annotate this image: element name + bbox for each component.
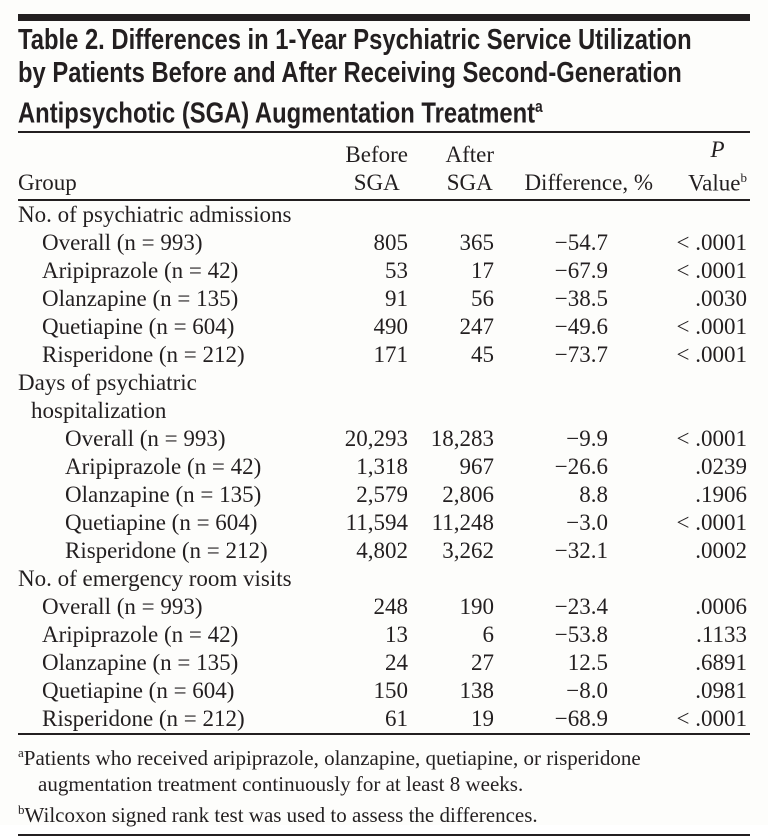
before-value-cell: 61 (385, 706, 408, 732)
footnote-b-text: Wilcoxon signed rank test was used to assess the differences. (24, 803, 538, 828)
data-row (18, 229, 750, 257)
difference-value-cell: −26.6 (554, 454, 608, 480)
difference-value-cell: 12.5 (567, 650, 608, 676)
difference-value-cell: −54.7 (554, 230, 608, 256)
p-value-cell: .1906 (695, 482, 747, 508)
footnote-a-marker: a (18, 745, 24, 761)
group-cell: Overall (n = 993) (42, 594, 203, 620)
group-cell: Overall (n = 993) (42, 230, 203, 256)
after-value-cell: 3,262 (442, 538, 494, 564)
before-value-cell: 2,579 (356, 482, 408, 508)
data-row (18, 341, 750, 369)
section-header-row (18, 397, 750, 425)
after-value-cell: 2,806 (442, 482, 494, 508)
difference-value-cell: −73.7 (554, 342, 608, 368)
group-cell: Risperidone (n = 212) (42, 342, 245, 368)
col-header-before-sga (322, 133, 408, 201)
before-value-cell: 91 (385, 286, 408, 312)
p-value-cell: .0006 (695, 594, 747, 620)
data-row (18, 509, 750, 537)
before-value-cell: 13 (385, 622, 408, 648)
after-value-cell: 27 (471, 650, 494, 676)
after-value-cell: 247 (459, 314, 494, 340)
after-value-cell: 190 (459, 594, 494, 620)
p-value-cell: < .0001 (676, 510, 747, 536)
p-footnote-marker: b (740, 169, 747, 185)
footnote-a-text: Patients who received aripiprazole, olanzapine, quetiapine, or risperidone augmentation treatment continuously for at least 8 weeks. (23, 746, 641, 797)
before-value-cell: 24 (385, 650, 408, 676)
data-row (18, 649, 750, 677)
group-cell: Risperidone (n = 212) (42, 706, 245, 732)
title-footnote-marker: a (535, 97, 543, 116)
difference-value-cell: −67.9 (554, 258, 608, 284)
p-line2: Value (688, 170, 741, 196)
after-value-cell: 18,283 (430, 426, 494, 452)
group-cell: Olanzapine (n = 135) (42, 650, 239, 676)
p-value-cell: < .0001 (676, 314, 747, 340)
group-cell: Quetiapine (n = 604) (65, 510, 258, 536)
table-body (18, 200, 750, 734)
difference-value-cell: −8.0 (566, 678, 608, 704)
before-value-cell: 248 (373, 594, 408, 620)
before-value-cell: 11,594 (345, 510, 408, 536)
group-cell: Olanzapine (n = 135) (42, 286, 239, 312)
after-value-cell: 19 (471, 706, 494, 732)
section-header-label: Days of psychiatric (18, 370, 197, 396)
group-cell: Olanzapine (n = 135) (65, 482, 262, 508)
before-value-cell: 20,293 (344, 426, 408, 452)
difference-value-cell: −23.4 (554, 594, 608, 620)
section-header-row (18, 565, 750, 593)
difference-value-cell: −53.8 (554, 622, 608, 648)
col-header-difference: Difference, % (524, 170, 653, 196)
after-value-cell: 138 (459, 678, 494, 704)
data-row (18, 481, 750, 509)
data-row (18, 313, 750, 341)
data-row (18, 621, 750, 649)
after-value-cell: 56 (471, 286, 494, 312)
after-line2: SGA (446, 170, 493, 196)
data-row (18, 593, 750, 621)
after-line1: After (445, 142, 494, 168)
section-header-label: hospitalization (31, 398, 167, 424)
p-value-cell: .0002 (695, 538, 747, 564)
before-value-cell: 490 (373, 314, 408, 340)
p-value-cell: .0030 (695, 286, 747, 312)
data-row (18, 677, 750, 705)
p-value-cell: .1133 (696, 622, 747, 648)
footnote-a (18, 740, 750, 797)
p-value-cell: .6891 (695, 650, 747, 676)
after-value-cell: 11,248 (431, 510, 494, 536)
p-value-cell: < .0001 (676, 230, 747, 256)
table-title (18, 24, 750, 131)
group-cell: Overall (n = 993) (65, 426, 226, 452)
before-value-cell: 805 (373, 230, 408, 256)
difference-value-cell: −3.0 (566, 510, 608, 536)
difference-value-cell: −49.6 (554, 314, 608, 340)
before-line1: Before (345, 142, 408, 168)
section-header-label: No. of psychiatric admissions (18, 202, 292, 228)
before-value-cell: 4,802 (356, 538, 408, 564)
after-value-cell: 45 (471, 342, 494, 368)
data-row (18, 425, 750, 453)
data-row (18, 705, 750, 734)
before-value-cell: 1,318 (356, 454, 408, 480)
section-header-row (18, 369, 750, 397)
before-value-cell: 150 (373, 678, 408, 704)
footnotes (18, 735, 750, 834)
table-title-line-1: Table 2. Differences in 1-Year Psychiatric Service Utilization (18, 24, 692, 56)
after-value-cell: 365 (459, 230, 494, 256)
data-row (18, 537, 750, 565)
table-title-line-3 (18, 90, 618, 131)
before-line2: SGA (353, 170, 400, 196)
difference-value-cell: −38.5 (554, 286, 608, 312)
group-cell: Quetiapine (n = 604) (42, 678, 235, 704)
difference-value-cell: 8.8 (579, 482, 608, 508)
p-value-cell: < .0001 (676, 342, 747, 368)
before-value-cell: 171 (373, 342, 408, 368)
p-value-cell: < .0001 (676, 706, 747, 732)
difference-value-cell: −68.9 (554, 706, 608, 732)
table-title-line-2: by Patients Before and After Receiving Second-Generation (18, 57, 682, 89)
col-header-p-value (653, 133, 750, 201)
top-rule (18, 14, 750, 21)
p-value-cell: < .0001 (676, 426, 747, 452)
data-row (18, 453, 750, 481)
group-cell: Aripiprazole (n = 42) (65, 454, 262, 480)
col-header-after-sga (408, 133, 494, 201)
group-cell: Aripiprazole (n = 42) (42, 622, 239, 648)
header-row (18, 133, 750, 201)
before-value-cell: 53 (385, 258, 408, 284)
after-value-cell: 6 (482, 622, 494, 648)
table-header (18, 133, 750, 201)
footnote-b (18, 797, 750, 828)
data-row (18, 257, 750, 285)
table-title-line-3-text: Antipsychotic (SGA) Augmentation Treatment (18, 97, 536, 130)
group-cell: Risperidone (n = 212) (65, 538, 268, 564)
p-line1: P (710, 136, 725, 162)
p-value-cell: .0239 (695, 454, 747, 480)
p-value-cell: < .0001 (676, 258, 747, 284)
section-header-row (18, 200, 750, 229)
col-header-group: Group (18, 170, 77, 196)
difference-value-cell: −32.1 (554, 538, 608, 564)
group-cell: Aripiprazole (n = 42) (42, 258, 239, 284)
section-header-label: No. of emergency room visits (18, 566, 292, 592)
group-cell: Quetiapine (n = 604) (42, 314, 235, 340)
data-row (18, 285, 750, 313)
after-value-cell: 17 (471, 258, 494, 284)
p-value-cell: .0981 (695, 678, 747, 704)
after-value-cell: 967 (459, 454, 494, 480)
utilization-table (18, 133, 750, 736)
footnote-b-marker: b (18, 802, 25, 818)
difference-value-cell: −9.9 (566, 426, 608, 452)
